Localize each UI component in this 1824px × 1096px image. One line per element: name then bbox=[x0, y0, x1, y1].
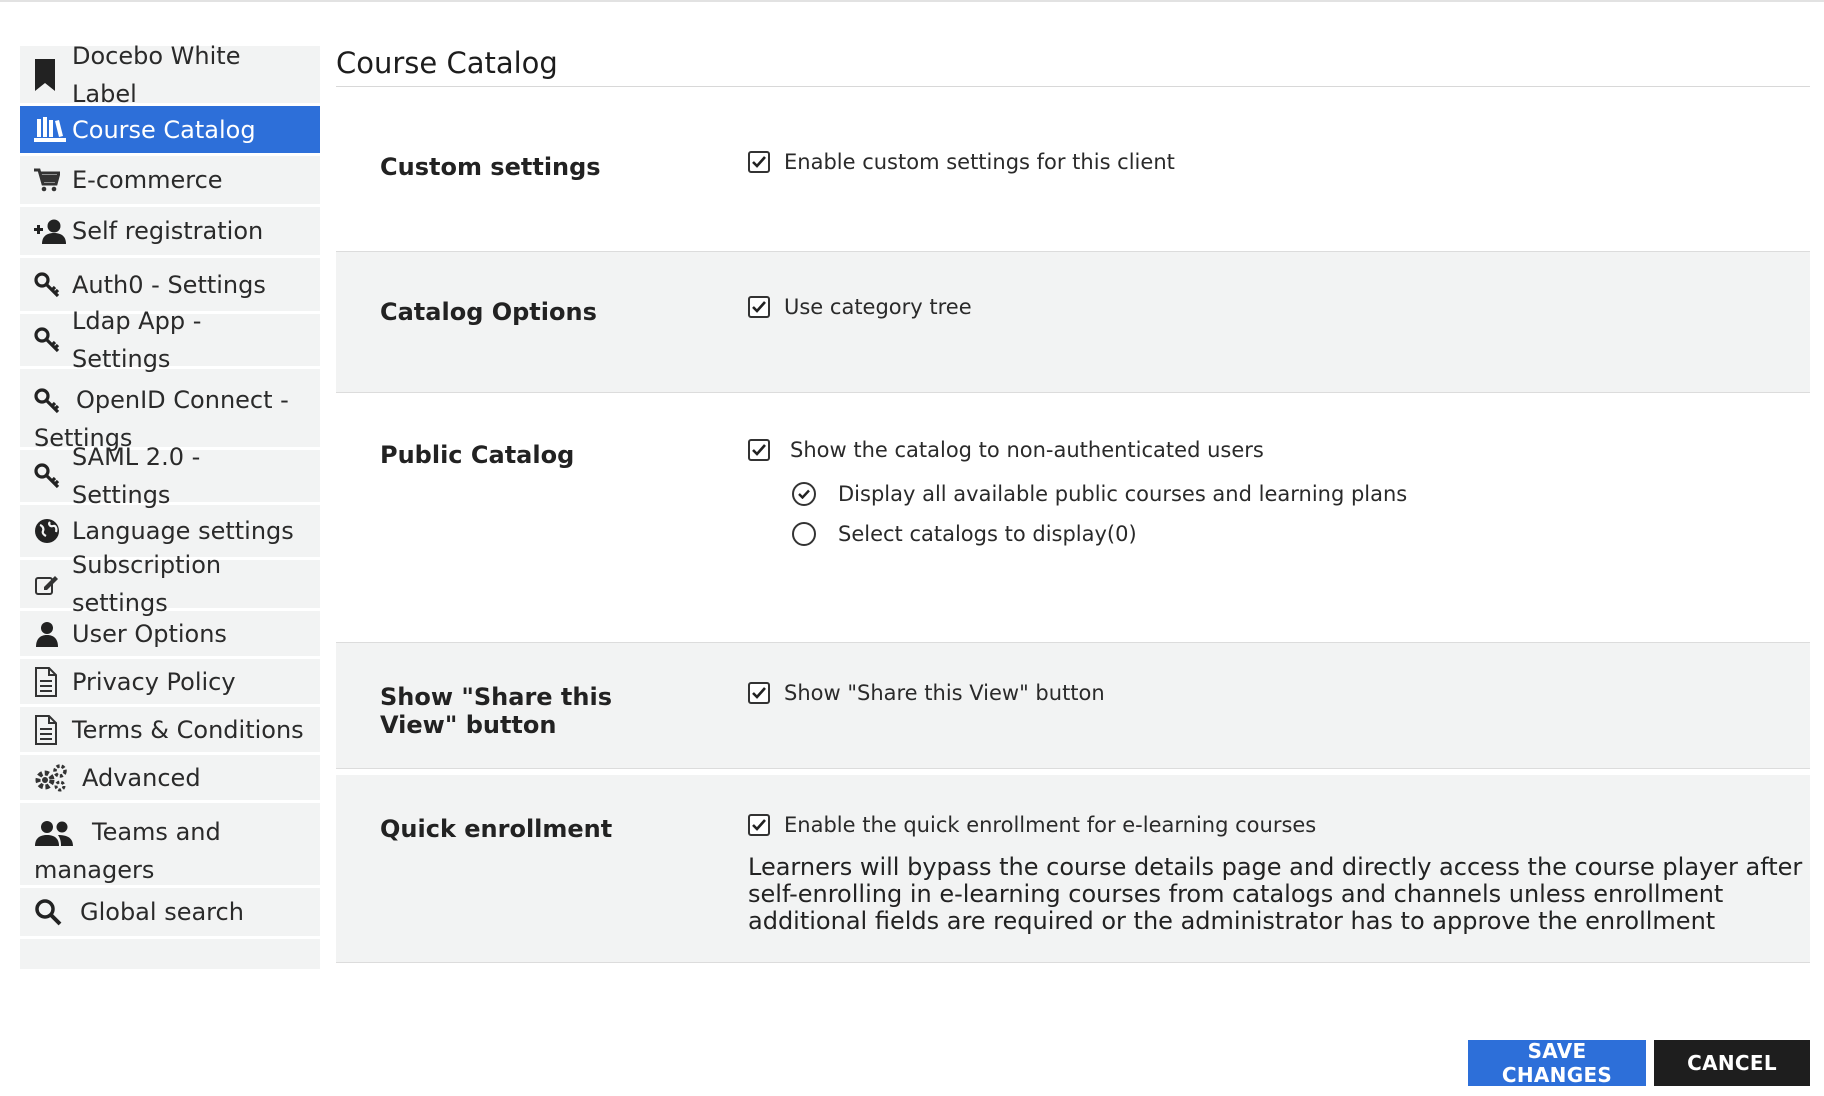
catalog-icon bbox=[34, 117, 72, 143]
sidebar-item-label: OpenID Connect - Settings bbox=[34, 386, 289, 452]
checkbox-checked[interactable] bbox=[748, 682, 770, 704]
quick-enrollment-checkbox-row[interactable] bbox=[748, 813, 1316, 837]
public-catalog-checkbox-row[interactable] bbox=[748, 438, 1264, 462]
checkbox-checked[interactable] bbox=[748, 151, 770, 173]
section-quick-enrollment bbox=[336, 775, 1810, 963]
sidebar-item-label: Advanced bbox=[82, 763, 201, 792]
sidebar-item-label: Privacy Policy bbox=[72, 667, 236, 696]
cancel-button[interactable]: CANCEL bbox=[1654, 1040, 1810, 1086]
sidebar-item-label: Language settings bbox=[72, 517, 294, 545]
page-title: Course Catalog bbox=[336, 46, 558, 80]
section-catalog-options bbox=[336, 252, 1810, 393]
form-actions bbox=[1468, 1040, 1810, 1086]
key-icon bbox=[34, 388, 76, 414]
option-label: Display all available public courses and learning plans bbox=[838, 482, 1408, 506]
team-icon bbox=[34, 820, 92, 846]
sidebar-item-subscription-settings[interactable] bbox=[20, 551, 320, 617]
sidebar-item-self-registration[interactable] bbox=[20, 207, 320, 258]
quick-enrollment-description: Learners will bypass the course details page and directly access the course player after self-enrolling in e-learning courses from catalogs and channels unless enrollment additional fields are required or the administrator has to approve the enrollment bbox=[748, 853, 1803, 935]
sidebar-item-advanced[interactable] bbox=[20, 755, 320, 803]
top-divider bbox=[0, 0, 1824, 2]
option-label: Show the catalog to non-authenticated users bbox=[790, 438, 1264, 462]
sidebar-item-label: SAML 2.0 - Settings bbox=[72, 443, 201, 509]
sidebar-item-label: Global search bbox=[80, 898, 244, 926]
add-user-icon bbox=[34, 218, 72, 244]
section-label: Show "Share this View" button bbox=[380, 683, 612, 739]
sidebar-item-label: E-commerce bbox=[72, 166, 223, 194]
sidebar-item-global-search[interactable] bbox=[20, 888, 320, 939]
save-changes-button[interactable]: SAVE CHANGES bbox=[1468, 1040, 1646, 1086]
sidebar-item-terms-conditions[interactable] bbox=[20, 707, 320, 755]
radio-all-courses-row[interactable] bbox=[792, 482, 1407, 506]
user-icon bbox=[34, 621, 72, 647]
option-label: Enable the quick enrollment for e-learning courses bbox=[784, 813, 1317, 837]
checkbox-checked[interactable] bbox=[748, 814, 770, 836]
section-custom-settings bbox=[336, 87, 1810, 252]
edit-icon bbox=[34, 572, 72, 596]
sidebar-item-ecommerce[interactable] bbox=[20, 156, 320, 207]
bookmark-icon bbox=[34, 59, 72, 91]
settings-sidebar bbox=[20, 41, 320, 969]
checkbox-checked[interactable] bbox=[748, 439, 770, 461]
sidebar-item-label: Terms & Conditions bbox=[72, 715, 304, 744]
section-label: Catalog Options bbox=[380, 298, 597, 326]
section-label: Custom settings bbox=[380, 153, 601, 181]
section-share-view bbox=[336, 643, 1810, 769]
sidebar-item-label: Ldap App - Settings bbox=[72, 307, 202, 373]
sidebar-item-label: Subscription settings bbox=[72, 551, 222, 617]
option-label: Use category tree bbox=[784, 295, 972, 319]
radio-selected[interactable] bbox=[792, 482, 816, 506]
sidebar-item-label: Docebo White Label bbox=[72, 41, 241, 108]
cart-icon bbox=[34, 168, 72, 192]
sidebar-item-label: Course Catalog bbox=[72, 115, 256, 144]
radio-unselected[interactable] bbox=[792, 522, 816, 546]
key-icon bbox=[34, 272, 72, 298]
main-panel bbox=[336, 40, 1810, 963]
gears-icon bbox=[34, 764, 82, 792]
sidebar-filler bbox=[20, 939, 320, 969]
sidebar-item-teams-managers[interactable] bbox=[20, 803, 320, 888]
option-label: Show "Share this View" button bbox=[784, 681, 1105, 705]
category-tree-checkbox-row[interactable] bbox=[748, 295, 972, 319]
search-icon bbox=[34, 898, 80, 926]
document-icon bbox=[34, 715, 72, 745]
radio-select-catalogs-row[interactable] bbox=[792, 522, 1137, 546]
section-public-catalog bbox=[336, 399, 1810, 643]
custom-settings-checkbox-row[interactable] bbox=[748, 150, 1175, 174]
sidebar-item-ldap-settings[interactable] bbox=[20, 307, 320, 373]
sidebar-item-saml-settings[interactable] bbox=[20, 443, 320, 509]
section-label: Public Catalog bbox=[380, 441, 575, 469]
globe-icon bbox=[34, 518, 72, 544]
sidebar-item-privacy-policy[interactable] bbox=[20, 659, 320, 707]
option-label: Select catalogs to display(0) bbox=[838, 522, 1137, 546]
sidebar-item-course-catalog[interactable] bbox=[20, 106, 320, 156]
checkbox-checked[interactable] bbox=[748, 296, 770, 318]
sidebar-item-white-label[interactable] bbox=[20, 41, 320, 108]
key-icon bbox=[34, 327, 72, 353]
section-label: Quick enrollment bbox=[380, 815, 613, 843]
key-icon bbox=[34, 463, 72, 489]
sidebar-item-label: Self registration bbox=[72, 217, 264, 245]
sidebar-item-label: User Options bbox=[72, 619, 227, 648]
document-icon bbox=[34, 667, 72, 697]
share-view-checkbox-row[interactable] bbox=[748, 681, 1105, 705]
sidebar-item-label: Auth0 - Settings bbox=[72, 270, 266, 299]
option-label: Enable custom settings for this client bbox=[784, 150, 1175, 174]
sidebar-item-label: Teams and managers bbox=[34, 818, 221, 884]
